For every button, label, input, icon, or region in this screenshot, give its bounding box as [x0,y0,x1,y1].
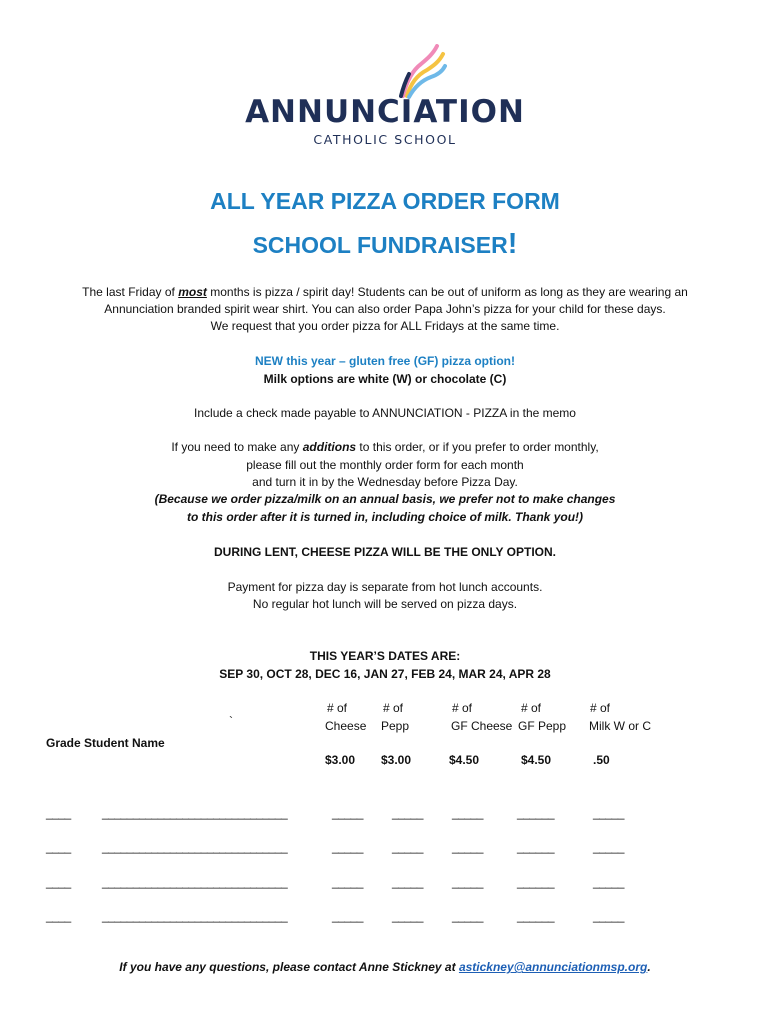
price-gfpepp: $4.50 [521,753,552,767]
dates-list: SEP 30, OCT 28, DEC 16, JAN 27, FEB 24, MAR 24, APR 28 [219,667,551,681]
form-subtitle-text: SCHOOL FUNDRAISER [252,232,508,258]
pepp-qty-field[interactable]: _____ [392,909,423,923]
order-row[interactable] [0,840,770,860]
pepp-qty-field[interactable]: _____ [392,875,423,889]
price-pepp: $3.00 [381,753,412,767]
additions-text: to this order, or if you prefer to order monthly, [356,440,599,454]
cheese-qty-field[interactable]: _____ [332,840,363,854]
pepp-qty-field[interactable]: _____ [392,840,423,854]
col-cheese-l2: Cheese [325,719,367,733]
payment-line-2: No regular hot lunch will be served on pizza days. [252,597,518,611]
gfcheese-qty-field[interactable]: _____ [452,875,483,889]
order-row[interactable] [0,909,770,929]
stray-mark: ` [229,714,233,728]
col-pepp-l2: Pepp [381,719,410,733]
contact-email-link[interactable]: astickney@annunciationmsp.org [458,960,648,974]
col-cheese-l1: # of [327,701,348,715]
grade-field[interactable]: ____ [46,840,71,854]
contact-footer [0,960,770,974]
form-title: ALL YEAR PIZZA ORDER FORM [210,188,560,214]
price-gfcheese: $4.50 [449,753,480,767]
contact-text: If you have any questions, please contact Anne Stickney at [119,960,459,974]
milk-notice: Milk options are white (W) or chocolate (C) [263,372,507,386]
grade-student-header: Grade Student Name [46,736,165,750]
price-milk: .50 [593,753,610,767]
additions-emphasis: additions [302,440,357,454]
student-name-field[interactable]: ______________________________ [102,840,288,854]
gfpepp-qty-field[interactable]: ______ [517,806,555,820]
intro-line-2: Annunciation branded spirit wear shirt. You can also order Papa John’s pizza for your child for these days. [104,302,666,316]
check-notice: Include a check made payable to ANNUNCIATION - PIZZA in the memo [194,406,576,420]
milk-field[interactable]: _____ [593,875,624,889]
additions-line-5: to this order after it is turned in, including choice of milk. Thank you!) [186,510,584,524]
intro-emphasis: most [178,285,207,299]
additions-line-1 [0,438,770,456]
col-milk-l1: # of [590,701,611,715]
student-name-field[interactable]: ______________________________ [102,909,288,923]
gfcheese-qty-field[interactable]: _____ [452,840,483,854]
student-name-field[interactable]: ______________________________ [102,806,288,820]
grade-field[interactable]: ____ [46,875,71,889]
dates-heading: THIS YEAR’S DATES ARE: [309,649,461,663]
col-gfpepp-l2: GF Pepp [518,719,567,733]
order-row[interactable] [0,875,770,895]
contact-end: . [647,960,651,974]
additions-line-4: (Because we order pizza/milk on an annual basis, we prefer not to make changes [154,492,616,506]
payment-line-1: Payment for pizza day is separate from hot lunch accounts. [227,580,543,594]
intro-line-1 [0,283,770,301]
col-gfpepp-l1: # of [521,701,542,715]
gfpepp-qty-field[interactable]: ______ [517,875,555,889]
additions-line-2: please fill out the monthly order form for each month [246,458,524,472]
school-logo [0,40,770,150]
price-cheese: $3.00 [325,753,356,767]
form-subtitle-mark: ! [507,228,518,260]
order-row[interactable] [0,806,770,826]
additions-text: If you need to make any [171,440,303,454]
pepp-qty-field[interactable]: _____ [392,806,423,820]
gfcheese-qty-field[interactable]: _____ [452,806,483,820]
additions-line-3: and turn it in by the Wednesday before Pizza Day. [252,475,518,489]
gfpepp-qty-field[interactable]: ______ [517,909,555,923]
col-milk-l2: Milk W or C [589,719,651,733]
form-subtitle [0,228,770,261]
cheese-qty-field[interactable]: _____ [332,806,363,820]
col-gfcheese-l1: # of [452,701,473,715]
grade-field[interactable]: ____ [46,909,71,923]
cheese-qty-field[interactable]: _____ [332,875,363,889]
milk-field[interactable]: _____ [593,909,624,923]
flame-ribbon-icon [397,44,447,99]
cheese-qty-field[interactable]: _____ [332,909,363,923]
student-name-field[interactable]: ______________________________ [102,875,288,889]
milk-field[interactable]: _____ [593,806,624,820]
gfcheese-qty-field[interactable]: _____ [452,909,483,923]
intro-line-3: We request that you order pizza for ALL Fridays at the same time. [210,319,560,333]
intro-text: The last Friday of [82,285,179,299]
col-pepp-l1: # of [383,701,404,715]
gf-notice: NEW this year – gluten free (GF) pizza option! [254,354,515,368]
logo-subtitle: CATHOLIC SCHOOL [313,132,457,147]
lent-notice: DURING LENT, CHEESE PIZZA WILL BE THE ONLY OPTION. [213,545,557,559]
grade-field[interactable]: ____ [46,806,71,820]
gfpepp-qty-field[interactable]: ______ [517,840,555,854]
intro-text: months is pizza / spirit day! Students can be out of uniform as long as they are wearing an [206,285,688,299]
logo-name: ANNUNCIATION [245,94,525,130]
col-gfcheese-l2: GF Cheese [451,719,513,733]
milk-field[interactable]: _____ [593,840,624,854]
